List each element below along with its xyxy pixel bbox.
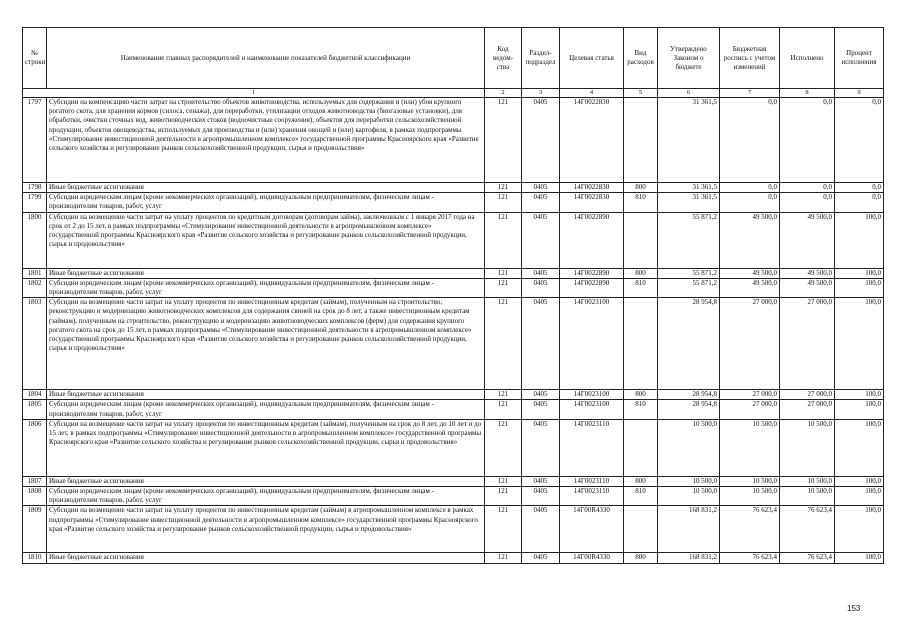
row-target-article: 14Г0023100 bbox=[560, 400, 624, 419]
row-number: 1800 bbox=[23, 212, 47, 268]
row-expense-type bbox=[624, 298, 658, 390]
row-target-article: 14Г0023110 bbox=[560, 419, 624, 476]
row-number: 1805 bbox=[23, 400, 47, 419]
header-dept-code: Код ведом-ства bbox=[485, 28, 522, 89]
page-number: 153 bbox=[847, 604, 861, 613]
header-row bbox=[23, 28, 884, 89]
column-number-row bbox=[23, 89, 884, 98]
column-number: 6 bbox=[658, 89, 720, 98]
row-section: 0405 bbox=[522, 506, 560, 553]
row-percent: 100,0 bbox=[835, 476, 884, 486]
row-section: 0405 bbox=[522, 268, 560, 278]
row-expense-type bbox=[624, 98, 658, 183]
row-target-article: 14Г00R4330 bbox=[560, 553, 624, 563]
row-name: Субсидии юридическим лицам (кроме некоммерческих организаций), индивидуальным предпринимателям, физическим лицам - производителям товаров, работ, услуг bbox=[47, 400, 485, 419]
header-expense-type: Вид расходов bbox=[624, 28, 658, 89]
row-name: Иные бюджетные ассигнования bbox=[47, 476, 485, 486]
row-number: 1808 bbox=[23, 487, 47, 506]
row-number: 1809 bbox=[23, 506, 47, 553]
row-budget-list: 49 500,0 bbox=[720, 268, 780, 278]
row-dept-code: 121 bbox=[485, 278, 522, 297]
row-expense-type: 800 bbox=[624, 476, 658, 486]
row-name: Субсидии на возмещение части затрат на уплату процентов по кредитным договорам (договорам займа), заключенным с 1 января 2017 года на срок от 2 до 15 лет, в рамках подпрограммы «Стимулирование инвестиционной деятельности в агропромышленном комплексе» государственной программы Красноярского края «Развитие сельского хозяйства и регулирование рынков сельскохозяйственной продукции, сырья и продовольствия» bbox=[47, 212, 485, 268]
row-number: 1804 bbox=[23, 390, 47, 400]
row-section: 0405 bbox=[522, 476, 560, 486]
row-percent: 100,0 bbox=[835, 487, 884, 506]
row-section: 0405 bbox=[522, 400, 560, 419]
row-name: Иные бюджетные ассигнования bbox=[47, 268, 485, 278]
row-approved: 28 954,8 bbox=[658, 390, 720, 400]
row-name: Иные бюджетные ассигнования bbox=[47, 390, 485, 400]
row-number: 1799 bbox=[23, 193, 47, 212]
row-expense-type bbox=[624, 506, 658, 553]
table-row bbox=[23, 98, 884, 183]
row-target-article: 14Г0022830 bbox=[560, 193, 624, 212]
row-budget-list: 0,0 bbox=[720, 193, 780, 212]
row-percent: 100,0 bbox=[835, 268, 884, 278]
row-percent: 100,0 bbox=[835, 278, 884, 297]
row-budget-list: 0,0 bbox=[720, 183, 780, 193]
row-section: 0405 bbox=[522, 193, 560, 212]
row-expense-type: 810 bbox=[624, 400, 658, 419]
row-name: Субсидии юридическим лицам (кроме некоммерческих организаций), индивидуальным предпринимателям, физическим лицам - производителям товаров, работ, услуг bbox=[47, 193, 485, 212]
row-percent: 100,0 bbox=[835, 553, 884, 563]
column-number: 2 bbox=[485, 89, 522, 98]
row-dept-code: 121 bbox=[485, 476, 522, 486]
header-percent: Процент исполнения bbox=[835, 28, 884, 89]
row-executed: 10 500,0 bbox=[780, 476, 835, 486]
column-number: 3 bbox=[522, 89, 560, 98]
row-expense-type: 800 bbox=[624, 268, 658, 278]
row-executed: 0,0 bbox=[780, 193, 835, 212]
row-executed: 27 000,0 bbox=[780, 390, 835, 400]
row-approved: 31 361,5 bbox=[658, 193, 720, 212]
row-approved: 10 500,0 bbox=[658, 476, 720, 486]
row-budget-list: 49 500,0 bbox=[720, 278, 780, 297]
row-name: Субсидии юридическим лицам (кроме некоммерческих организаций), индивидуальным предпринимателям, физическим лицам - производителям товаров, работ, услуг bbox=[47, 487, 485, 506]
row-expense-type: 800 bbox=[624, 183, 658, 193]
header-budget-list: Бюджетная роспись с учетом изменений bbox=[720, 28, 780, 89]
column-number: 4 bbox=[560, 89, 624, 98]
column-number: 9 bbox=[835, 89, 884, 98]
row-executed: 49 500,0 bbox=[780, 278, 835, 297]
row-budget-list: 49 500,0 bbox=[720, 212, 780, 268]
row-section: 0405 bbox=[522, 212, 560, 268]
row-target-article: 14Г0023110 bbox=[560, 487, 624, 506]
row-expense-type: 810 bbox=[624, 278, 658, 297]
row-approved: 55 871,2 bbox=[658, 212, 720, 268]
row-target-article: 14Г0022890 bbox=[560, 278, 624, 297]
row-executed: 0,0 bbox=[780, 98, 835, 183]
table-row bbox=[23, 298, 884, 390]
row-number: 1807 bbox=[23, 476, 47, 486]
row-number: 1803 bbox=[23, 298, 47, 390]
row-budget-list: 10 500,0 bbox=[720, 419, 780, 476]
row-approved: 28 954,8 bbox=[658, 400, 720, 419]
row-section: 0405 bbox=[522, 298, 560, 390]
row-approved: 168 831,2 bbox=[658, 553, 720, 563]
row-dept-code: 121 bbox=[485, 212, 522, 268]
row-dept-code: 121 bbox=[485, 400, 522, 419]
table-row bbox=[23, 278, 884, 297]
row-number: 1797 bbox=[23, 98, 47, 183]
row-dept-code: 121 bbox=[485, 553, 522, 563]
row-target-article: 14Г0023100 bbox=[560, 390, 624, 400]
row-section: 0405 bbox=[522, 183, 560, 193]
row-name: Субсидии на компенсацию части затрат на строительство объектов животноводства, используемых для содержания и (или) убоя крупного рогатого скота, для хранения кормов (силоса, сенажа), для переработки, утилизации отходов животноводства (биогазовые установки), для обработки, очистки сточных вод, животноводческих стоков (водоочистные сооружения), объектов для переработки сельскохозяйственной продукции, объектов овощеводства, используемых для производства и (или) хранения овощей и (или) картофеля, в рамках подпрограммы «Стимулирование инвестиционной деятельности в агропромышленном комплексе» государственной программы Красноярского края «Развитие сельского хозяйства и регулирование рынков сельскохозяйственной продукции, сырья и продовольствия» bbox=[47, 98, 485, 183]
row-approved: 55 871,2 bbox=[658, 278, 720, 297]
row-dept-code: 121 bbox=[485, 298, 522, 390]
table-row bbox=[23, 183, 884, 193]
table-row bbox=[23, 419, 884, 476]
row-percent: 0,0 bbox=[835, 193, 884, 212]
table-row bbox=[23, 506, 884, 553]
row-percent: 0,0 bbox=[835, 183, 884, 193]
row-name: Иные бюджетные ассигнования bbox=[47, 553, 485, 563]
row-executed: 49 500,0 bbox=[780, 268, 835, 278]
row-budget-list: 27 000,0 bbox=[720, 400, 780, 419]
row-number: 1798 bbox=[23, 183, 47, 193]
row-percent: 100,0 bbox=[835, 390, 884, 400]
table-row bbox=[23, 476, 884, 486]
row-number: 1802 bbox=[23, 278, 47, 297]
row-target-article: 14Г0023100 bbox=[560, 298, 624, 390]
row-number: 1806 bbox=[23, 419, 47, 476]
row-expense-type bbox=[624, 212, 658, 268]
table-row bbox=[23, 268, 884, 278]
row-section: 0405 bbox=[522, 553, 560, 563]
row-expense-type: 800 bbox=[624, 390, 658, 400]
header-section: Раздел-подраздел bbox=[522, 28, 560, 89]
row-approved: 31 361,5 bbox=[658, 98, 720, 183]
table-row bbox=[23, 487, 884, 506]
row-executed: 10 500,0 bbox=[780, 487, 835, 506]
row-name: Субсидии на возмещение части затрат на уплату процентов по инвестиционным кредитам (займам), полученным на строительство, реконструкцию и модернизацию животноводческих комплексов для содержания свиней на срок до 8 лет, а также инвестиционным кредитам (займам), полученным на строительство, реконструкцию и модернизацию животноводческих комплексов (ферм) для содержания крупного рогатого скота на срок до 15 лет, в рамках подпрограммы «Стимулирование инвестиционной деятельности в агропромышленном комплексе» государственной программы Красноярского края «Развитие сельского хозяйства и регулирование рынков сельскохозяйственной продукции, сырья и продовольствия» bbox=[47, 298, 485, 390]
row-approved: 168 831,2 bbox=[658, 506, 720, 553]
column-number: 8 bbox=[780, 89, 835, 98]
row-executed: 49 500,0 bbox=[780, 212, 835, 268]
row-approved: 10 500,0 bbox=[658, 419, 720, 476]
row-approved: 55 871,2 bbox=[658, 268, 720, 278]
row-name: Субсидии на возмещение части затрат на уплату процентов по инвестиционным кредитам (займам) в агропромышленном комплексе в рамках подпрограммы «Стимулирование инвестиционной деятельности в агропромышленном комплексе» государственной программы Красноярского края «Развитие сельского хозяйства и регулирование рынков сельскохозяйственной продукции, сырья и продовольствия» bbox=[47, 506, 485, 553]
row-budget-list: 0,0 bbox=[720, 98, 780, 183]
row-section: 0405 bbox=[522, 487, 560, 506]
row-dept-code: 121 bbox=[485, 419, 522, 476]
column-number: 5 bbox=[624, 89, 658, 98]
row-executed: 10 500,0 bbox=[780, 419, 835, 476]
row-section: 0405 bbox=[522, 419, 560, 476]
budget-table bbox=[22, 27, 884, 564]
row-target-article: 14Г0022830 bbox=[560, 183, 624, 193]
row-number: 1810 bbox=[23, 553, 47, 563]
row-budget-list: 76 623,4 bbox=[720, 553, 780, 563]
table-row bbox=[23, 193, 884, 212]
row-executed: 0,0 bbox=[780, 183, 835, 193]
row-percent: 100,0 bbox=[835, 400, 884, 419]
row-name: Субсидии юридическим лицам (кроме некоммерческих организаций), индивидуальным предпринимателям, физическим лицам - производителям товаров, работ, услуг bbox=[47, 278, 485, 297]
row-section: 0405 bbox=[522, 390, 560, 400]
row-executed: 27 000,0 bbox=[780, 298, 835, 390]
header-approved: Утверждено Законом о бюджете bbox=[658, 28, 720, 89]
column-number: 7 bbox=[720, 89, 780, 98]
row-percent: 100,0 bbox=[835, 506, 884, 553]
table-row bbox=[23, 212, 884, 268]
row-name: Субсидии на возмещение части затрат на уплату процентов по инвестиционным кредитам (займам), полученным на срок до 8 лет, до 10 лет и до 15 лет, в рамках подпрограммы «Стимулирование инвестиционной деятельности в агропромышленном комплексе» государственной программы Красноярского края «Развитие сельского хозяйства и регулирование рынков сельскохозяйственной продукции, сырья и продовольствия» bbox=[47, 419, 485, 476]
row-budget-list: 10 500,0 bbox=[720, 476, 780, 486]
row-budget-list: 27 000,0 bbox=[720, 298, 780, 390]
row-dept-code: 121 bbox=[485, 487, 522, 506]
row-executed: 76 623,4 bbox=[780, 553, 835, 563]
header-executed: Исполнено bbox=[780, 28, 835, 89]
row-budget-list: 27 000,0 bbox=[720, 390, 780, 400]
row-target-article: 14Г00R4330 bbox=[560, 506, 624, 553]
row-percent: 100,0 bbox=[835, 298, 884, 390]
table-row bbox=[23, 553, 884, 563]
row-target-article: 14Г0022830 bbox=[560, 98, 624, 183]
row-dept-code: 121 bbox=[485, 193, 522, 212]
row-dept-code: 121 bbox=[485, 390, 522, 400]
row-expense-type: 800 bbox=[624, 553, 658, 563]
header-row-number: № строки bbox=[23, 28, 47, 89]
row-percent: 100,0 bbox=[835, 419, 884, 476]
row-dept-code: 121 bbox=[485, 506, 522, 553]
row-section: 0405 bbox=[522, 278, 560, 297]
row-expense-type: 810 bbox=[624, 193, 658, 212]
row-approved: 10 500,0 bbox=[658, 487, 720, 506]
row-percent: 100,0 bbox=[835, 212, 884, 268]
row-dept-code: 121 bbox=[485, 98, 522, 183]
row-target-article: 14Г0023110 bbox=[560, 476, 624, 486]
row-executed: 76 623,4 bbox=[780, 506, 835, 553]
row-target-article: 14Г0022890 bbox=[560, 268, 624, 278]
row-expense-type bbox=[624, 419, 658, 476]
header-name: Наименование главных распорядителей и наименование показателей бюджетной классификации bbox=[47, 28, 485, 89]
row-budget-list: 10 500,0 bbox=[720, 487, 780, 506]
header-target-article: Целевая статья bbox=[560, 28, 624, 89]
budget-report-sheet bbox=[22, 27, 883, 564]
column-number: 1 bbox=[23, 89, 485, 98]
row-executed: 27 000,0 bbox=[780, 400, 835, 419]
row-approved: 31 361,5 bbox=[658, 183, 720, 193]
row-name: Иные бюджетные ассигнования bbox=[47, 183, 485, 193]
row-dept-code: 121 bbox=[485, 183, 522, 193]
budget-table-body bbox=[23, 98, 884, 564]
row-number: 1801 bbox=[23, 268, 47, 278]
row-target-article: 14Г0022890 bbox=[560, 212, 624, 268]
row-dept-code: 121 bbox=[485, 268, 522, 278]
row-section: 0405 bbox=[522, 98, 560, 183]
row-budget-list: 76 623,4 bbox=[720, 506, 780, 553]
row-approved: 28 954,8 bbox=[658, 298, 720, 390]
table-row bbox=[23, 400, 884, 419]
table-row bbox=[23, 390, 884, 400]
row-percent: 0,0 bbox=[835, 98, 884, 183]
row-expense-type: 810 bbox=[624, 487, 658, 506]
